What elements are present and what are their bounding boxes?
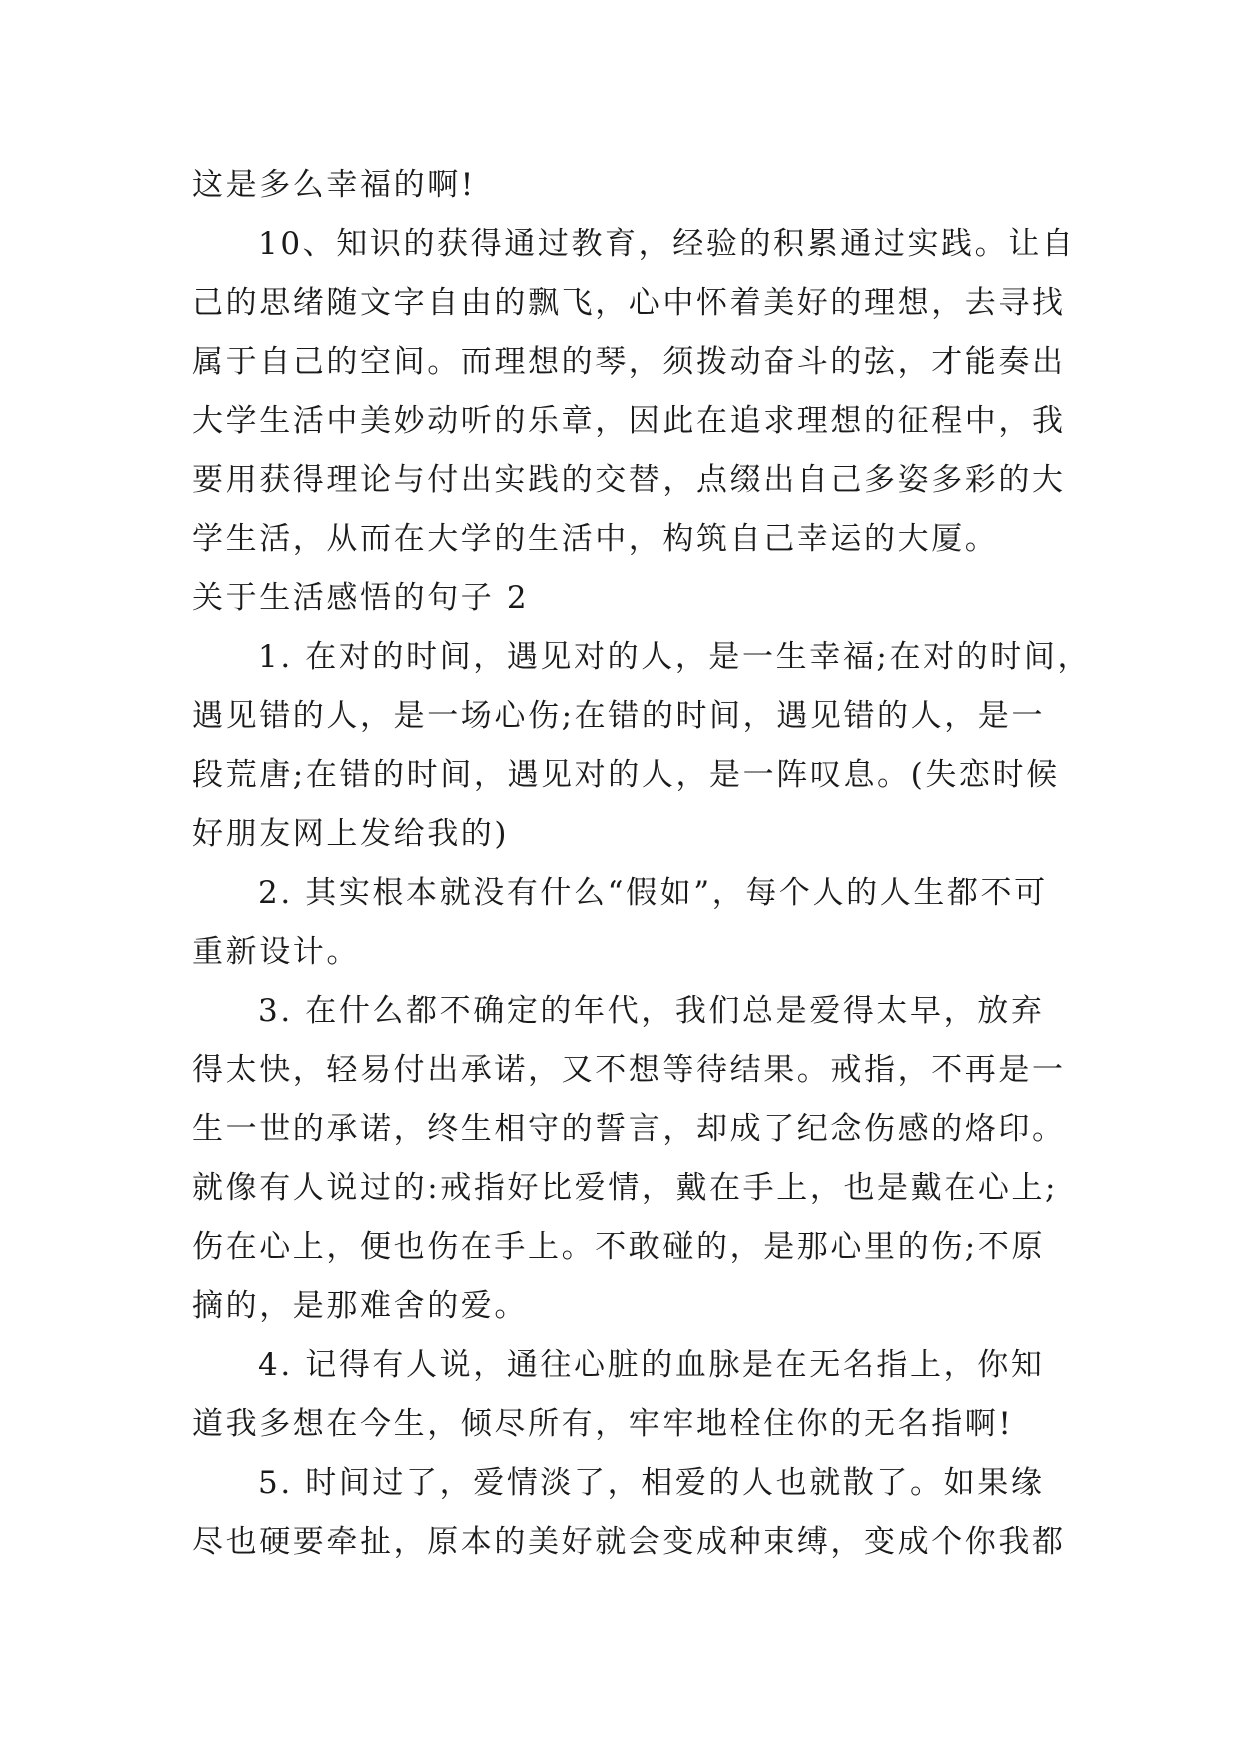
item-1-line-2: 遇见错的人，是一场心伤;在错的时间，遇见错的人，是一 [192, 698, 1046, 734]
item-10-line-3: 属于自己的空间。而理想的琴，须拨动奋斗的弦，才能奏出 [192, 344, 1066, 380]
item-1-line-4: 好朋友网上发给我的) [192, 816, 510, 852]
item-2-line-1: 2. 其实根本就没有什么“假如”，每个人的人生都不可 [258, 875, 1048, 911]
item-5-paragraph [192, 1454, 1066, 1572]
item-4-line-1: 4. 记得有人说，通往心脏的血脉是在无名指上，你知 [258, 1347, 1045, 1383]
item-2-paragraph [192, 864, 1062, 982]
item-3-line-6: 摘的，是那难舍的爱。 [192, 1288, 528, 1324]
intro-line-1: 这是多么幸福的啊! [192, 167, 476, 203]
item-1-paragraph [192, 628, 1092, 864]
item-3-line-3: 生一世的承诺，终生相守的誓言，却成了纪念伤感的烙印。 [192, 1111, 1066, 1147]
item-5-line-2: 尽也硬要牵扯，原本的美好就会变成种束缚，变成个你我都 [192, 1524, 1066, 1560]
item-1-line-3: 段荒唐;在错的时间，遇见对的人，是一阵叹息。(失恋时候 [192, 757, 1060, 793]
section-heading: 关于生活感悟的句子 2 [192, 580, 530, 616]
item-3-line-5: 伤在心上，便也伤在手上。不敢碰的，是那心里的伤;不原 [192, 1229, 1046, 1265]
item-10-line-4: 大学生活中美妙动听的乐章，因此在追求理想的征程中，我 [192, 403, 1066, 439]
item-3-line-2: 得太快，轻易付出承诺，又不想等待结果。戒指，不再是一 [192, 1052, 1066, 1088]
item-5-line-1: 5. 时间过了，爱情淡了，相爱的人也就散了。如果缘 [258, 1465, 1045, 1501]
document-page [192, 156, 1092, 1572]
item-10-paragraph [192, 215, 1076, 569]
item-2-line-2: 重新设计。 [192, 934, 360, 970]
item-10-line-6: 学生活，从而在大学的生活中，构筑自己幸运的大厦。 [192, 521, 999, 557]
item-3-line-1: 3. 在什么都不确定的年代，我们总是爱得太早，放弃 [258, 993, 1045, 1029]
item-3-paragraph [192, 982, 1066, 1336]
item-4-line-2: 道我多想在今生，倾尽所有，牢牢地栓住你的无名指啊! [192, 1406, 1014, 1442]
item-4-paragraph [192, 1336, 1062, 1454]
item-1-line-1: 1. 在对的时间，遇见对的人，是一生幸福;在对的时间， [258, 639, 1092, 675]
item-10-line-5: 要用获得理论与付出实践的交替，点缀出自己多姿多彩的大 [192, 462, 1066, 498]
item-3-line-4: 就像有人说过的:戒指好比爱情，戴在手上，也是戴在心上; [192, 1170, 1059, 1206]
item-10-line-2: 己的思绪随文字自由的飘飞，心中怀着美好的理想，去寻找 [192, 285, 1066, 321]
item-10-line-1: 10、知识的获得通过教育，经验的积累通过实践。让自 [258, 226, 1076, 262]
